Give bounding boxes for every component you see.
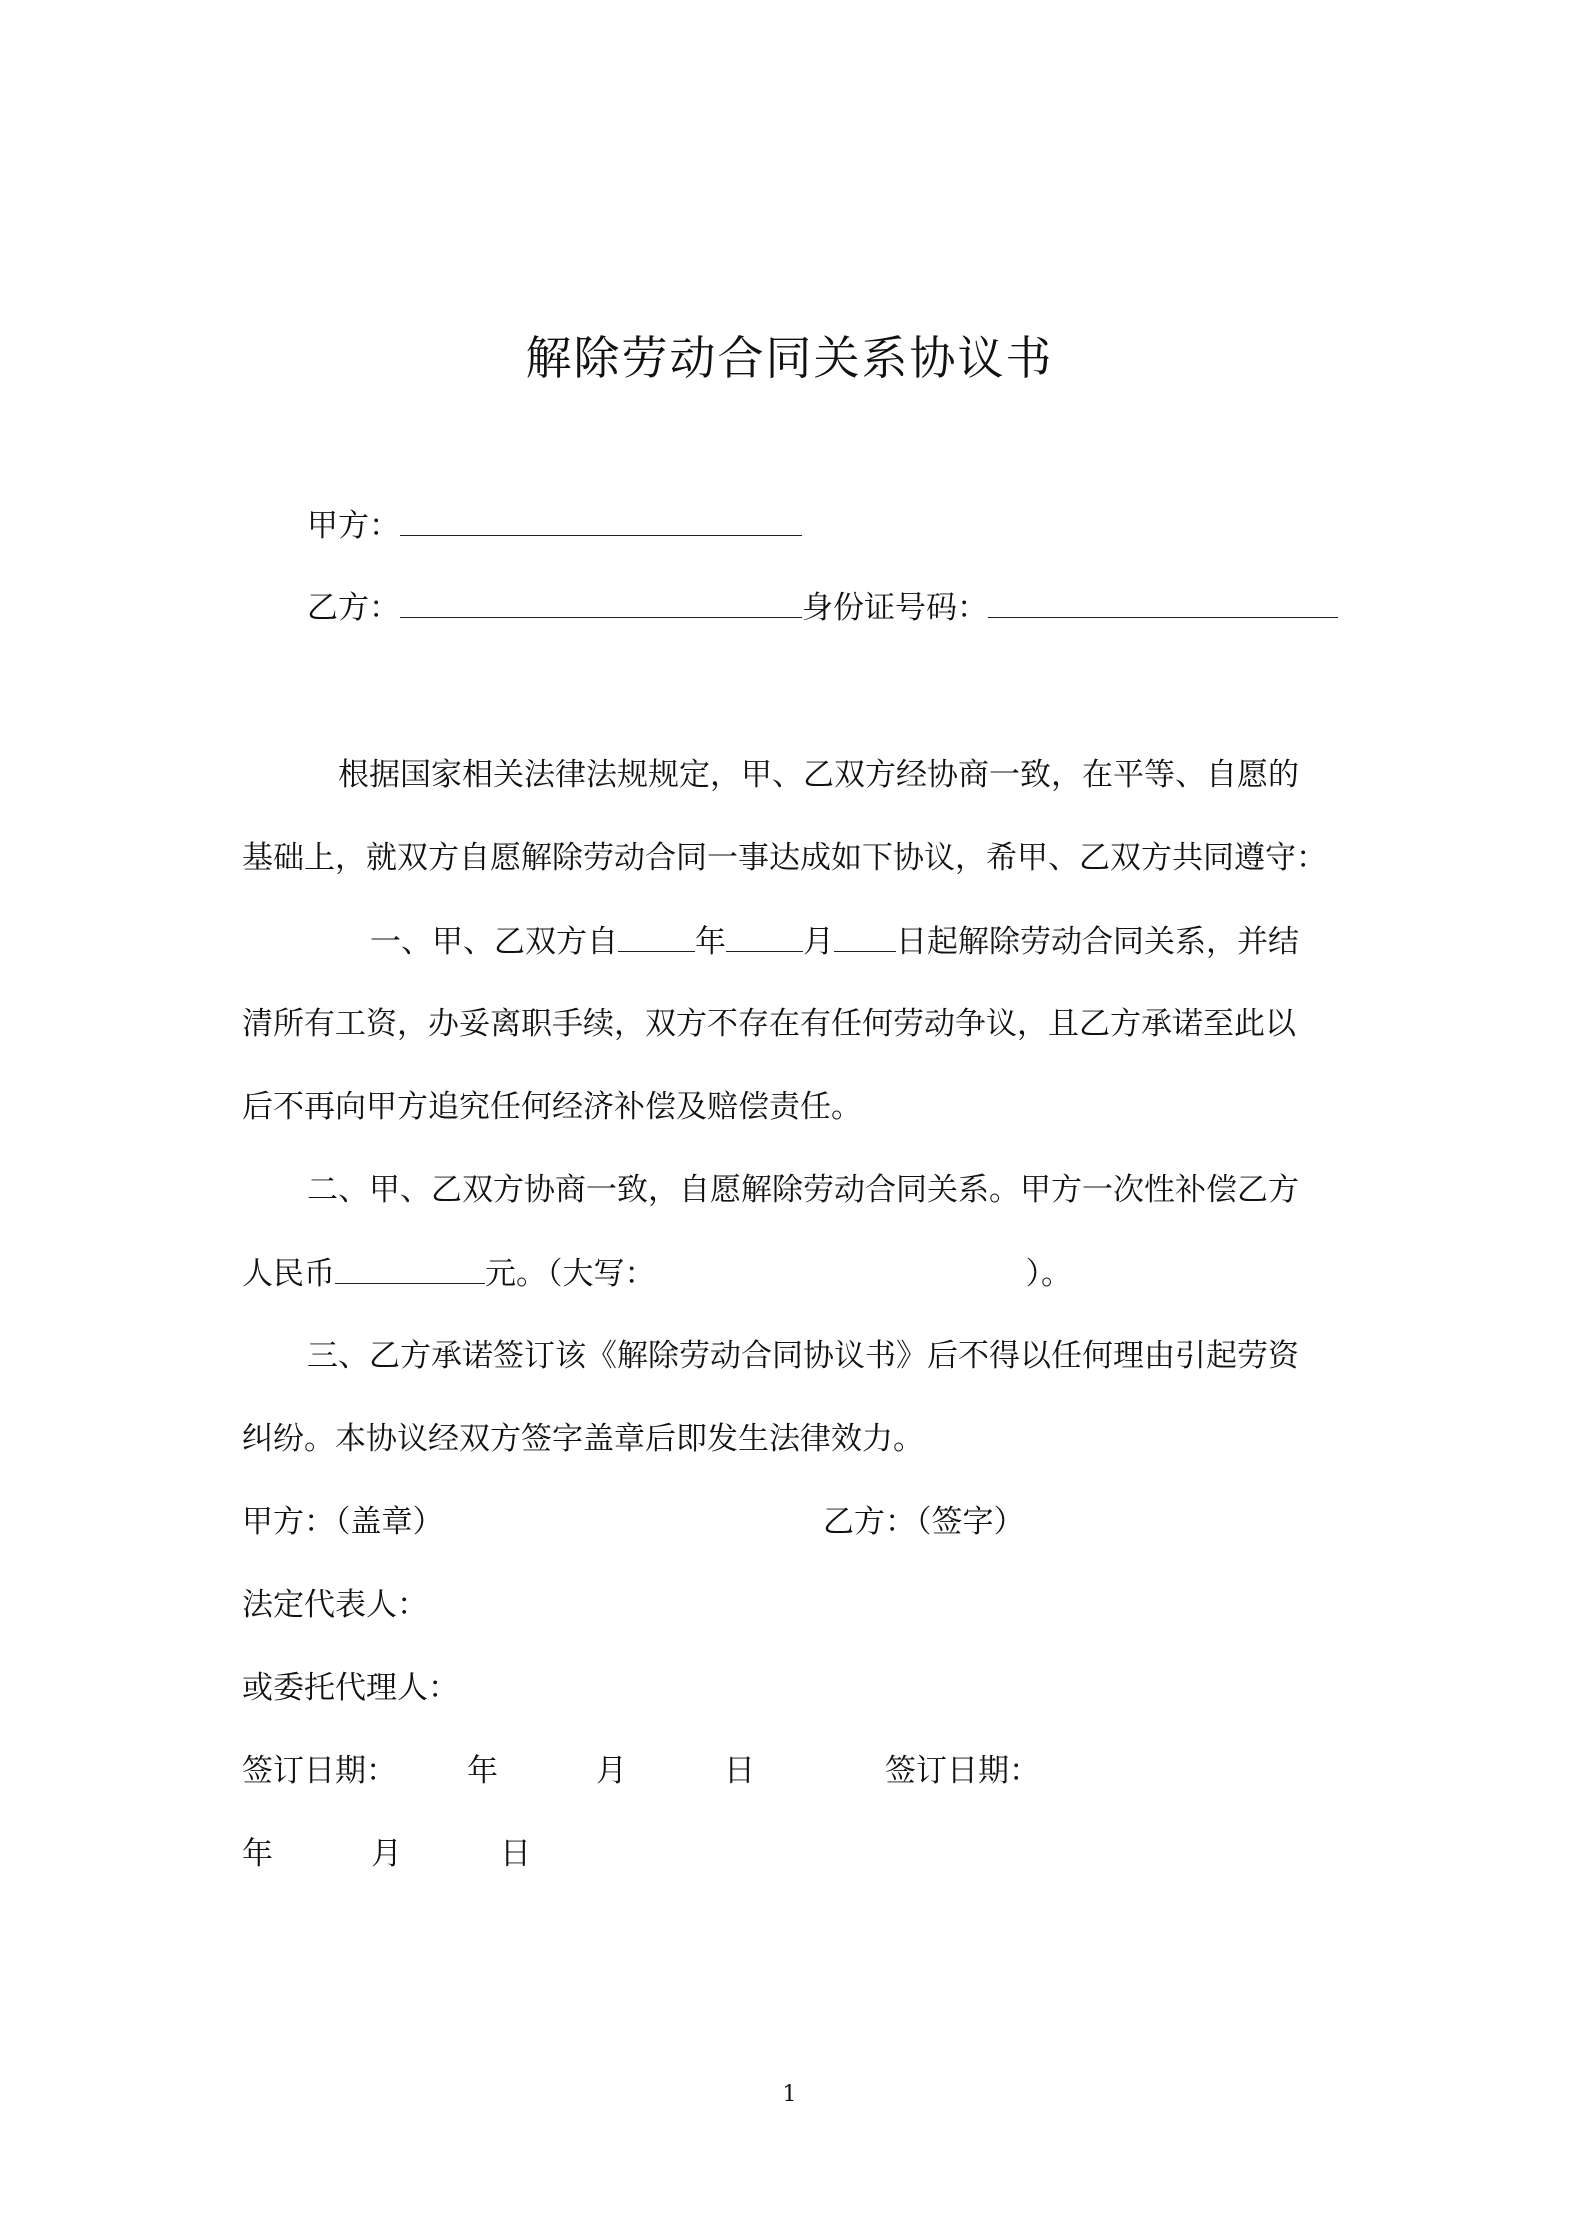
sign-date-a-day: 日 bbox=[724, 1753, 755, 1789]
clause-1-year: 年 bbox=[695, 924, 726, 960]
party-b-line bbox=[307, 587, 1338, 628]
sign-date-b-month: 月 bbox=[371, 1836, 402, 1872]
sign-date-a-year: 年 bbox=[467, 1753, 498, 1789]
clause-1-month: 月 bbox=[803, 924, 834, 960]
sign-date-a-label: 签订日期： bbox=[242, 1753, 397, 1789]
clause-3-line-1: 三、乙方承诺签订该《解除劳动合同协议书》后不得以任何理由引起劳资 bbox=[307, 1338, 1299, 1374]
sign-date-a-month: 月 bbox=[596, 1753, 627, 1789]
sign-date-b-day: 日 bbox=[500, 1836, 531, 1872]
clause-2-line-2 bbox=[242, 1253, 1072, 1294]
preamble-line-1: 根据国家相关法律法规规定，甲、乙双方经协商一致，在平等、自愿的 bbox=[338, 757, 1299, 793]
clause-1-start: 一、甲、乙双方自 bbox=[370, 924, 618, 960]
year-blank[interactable] bbox=[618, 921, 695, 952]
party-a-label: 甲方： bbox=[307, 508, 400, 544]
sign-date-b-year: 年 bbox=[242, 1836, 273, 1872]
id-number-label: 身份证号码： bbox=[802, 590, 988, 626]
clause-1-line-1 bbox=[370, 921, 1299, 962]
clause-1-line-2: 清所有工资，办妥离职手续，双方不存在有任何劳动争议，且乙方承诺至此以 bbox=[242, 1006, 1296, 1042]
day-blank[interactable] bbox=[834, 921, 896, 952]
clause-3-line-2: 纠纷。本协议经双方签字盖章后即发生法律效力。 bbox=[242, 1421, 924, 1457]
clause-1-line-3: 后不再向甲方追究任何经济补偿及赔偿责任。 bbox=[242, 1089, 862, 1125]
page-number: 1 bbox=[782, 2082, 797, 2107]
clause-2-line-1: 二、甲、乙双方协商一致，自愿解除劳动合同关系。甲方一次性补偿乙方 bbox=[307, 1172, 1299, 1208]
month-blank[interactable] bbox=[726, 921, 803, 952]
close-paren: ）。 bbox=[1025, 1256, 1072, 1292]
legal-representative: 法定代表人： bbox=[242, 1587, 428, 1623]
yuan-label: 元。（大写： bbox=[485, 1256, 656, 1292]
document-title: 解除劳动合同关系协议书 bbox=[525, 331, 1054, 385]
sign-date-b-label: 签订日期： bbox=[885, 1753, 1040, 1789]
authorized-agent: 或委托代理人： bbox=[242, 1670, 459, 1706]
party-b-label: 乙方： bbox=[307, 590, 400, 626]
party-a-line bbox=[307, 505, 802, 546]
rmb-label: 人民币 bbox=[242, 1256, 335, 1292]
amount-blank[interactable] bbox=[335, 1253, 485, 1284]
party-a-blank[interactable] bbox=[400, 505, 802, 536]
sign-party-a: 甲方：（盖章） bbox=[242, 1504, 444, 1540]
clause-1-end: 日起解除劳动合同关系，并结 bbox=[896, 924, 1299, 960]
id-number-blank[interactable] bbox=[988, 587, 1338, 618]
party-b-blank[interactable] bbox=[400, 587, 802, 618]
sign-party-b: 乙方：（签字） bbox=[823, 1504, 1025, 1540]
preamble-line-2: 基础上，就双方自愿解除劳动合同一事达成如下协议，希甲、乙双方共同遵守： bbox=[242, 840, 1327, 876]
